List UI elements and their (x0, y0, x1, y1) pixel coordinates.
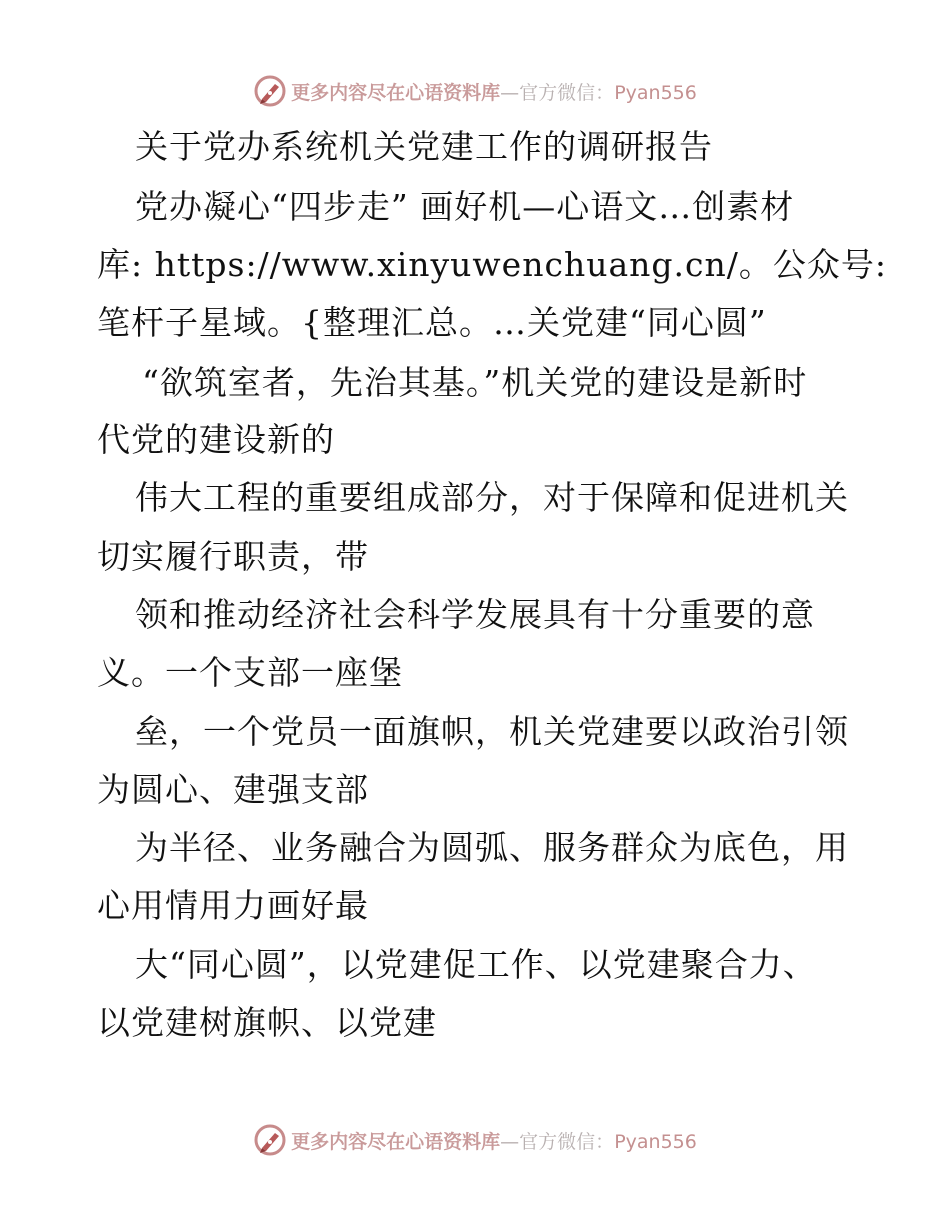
footer-watermark (0, 1120, 950, 1160)
body-line: 为半径、业务融合为圆弧、服务群众为底色，用 (135, 828, 849, 867)
watermark-wechat-label: 官方微信： (519, 81, 615, 104)
watermark-wechat-label: 官方微信： (519, 1130, 615, 1153)
body-line: 党办凝心“四步走” 画好机—心语文…创素材 (135, 187, 795, 226)
watermark-separator: — (500, 81, 520, 104)
body-line: 伟大工程的重要组成部分，对于保障和促进机关 (135, 478, 849, 517)
body-line: 笔杆子星域。{整理汇总。…关党建“同心圆” (97, 303, 767, 342)
body-line: 义。一个支部一座堡 (97, 653, 403, 692)
header-watermark (0, 71, 950, 111)
pen-logo-icon (253, 1123, 287, 1157)
watermark-site-name: 更多内容尽在心语资料库 (291, 1130, 501, 1153)
body-line: 切实履行职责，带 (97, 537, 369, 576)
watermark-text (291, 1127, 697, 1154)
body-line: 心用情用力画好最 (97, 886, 369, 925)
body-line: 大“同心圆”，以党建促工作、以党建聚合力、 (135, 945, 817, 984)
body-line: 代党的建设新的 (97, 420, 335, 459)
watermark-wechat-id: Pyan556 (614, 1130, 697, 1153)
body-line: 领和推动经济社会科学发展具有十分重要的意 (135, 595, 815, 634)
body-line: “欲筑室者，先治其基。”机关党的建设是新时 (142, 363, 808, 402)
body-line: 库: https://www.xinyuwenchuang.cn/。公众号: (97, 245, 887, 284)
watermark-separator: — (500, 1130, 520, 1153)
watermark-wechat-id: Pyan556 (614, 81, 697, 104)
body-line: 以党建树旗帜、以党建 (97, 1003, 437, 1042)
body-line: 为圆心、建强支部 (97, 770, 369, 809)
document-title: 关于党办系统机关党建工作的调研报告 (135, 127, 713, 166)
pen-logo-icon (253, 74, 287, 108)
watermark-site-name: 更多内容尽在心语资料库 (291, 81, 501, 104)
body-line: 垒，一个党员一面旗帜，机关党建要以政治引领 (135, 712, 849, 751)
watermark-text (291, 78, 697, 105)
